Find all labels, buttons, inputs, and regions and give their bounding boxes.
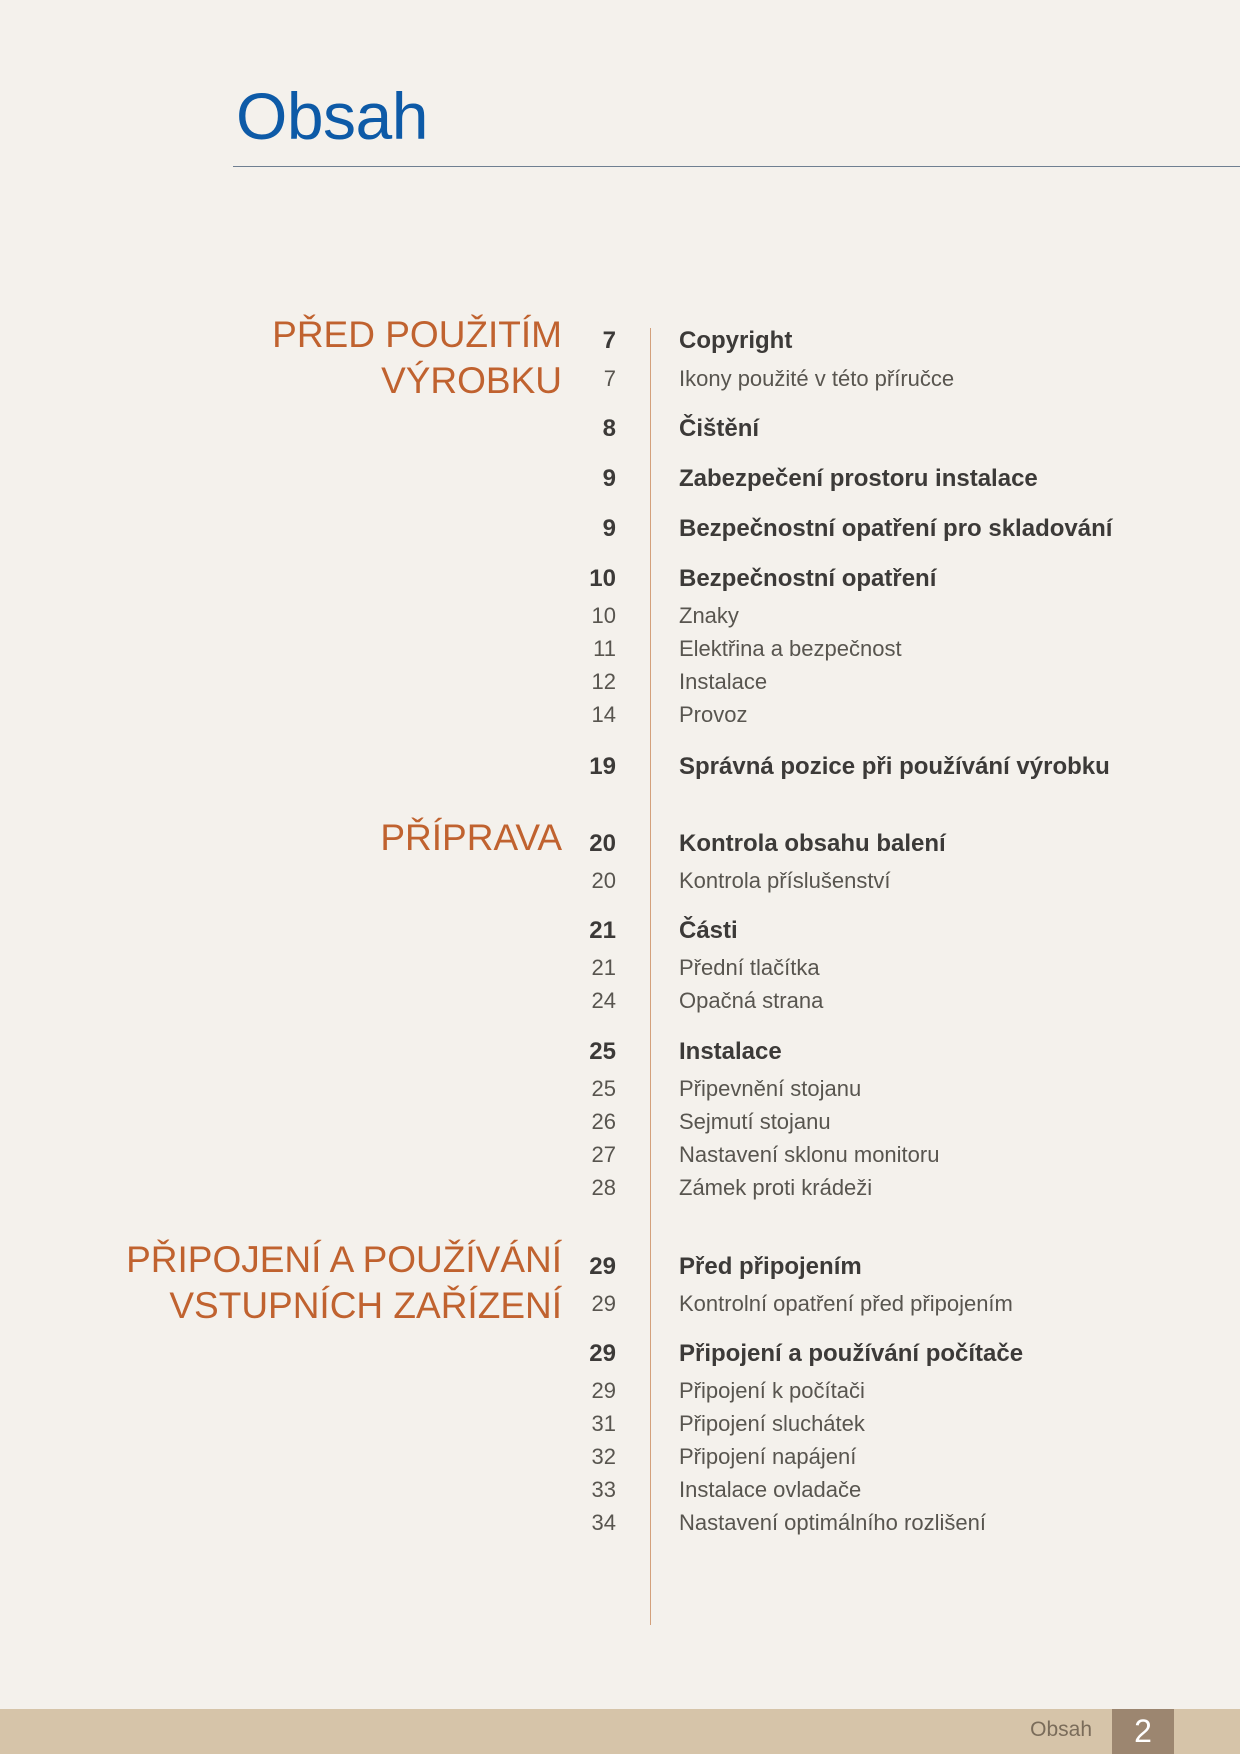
toc-entry-page: 7 — [602, 327, 616, 354]
title-divider — [233, 166, 1240, 167]
toc-entry-page: 9 — [602, 515, 616, 542]
toc-entry-page: 29 — [589, 1340, 616, 1367]
toc-entry-title: Připojení napájení — [679, 1444, 857, 1469]
toc-entry[interactable] — [0, 636, 1240, 666]
toc-entry-title: Čištění — [679, 415, 760, 442]
toc-entry[interactable] — [0, 327, 1240, 357]
toc-entry[interactable] — [0, 868, 1240, 898]
toc-entry-page: 8 — [602, 415, 616, 442]
toc-entry-page: 25 — [589, 1038, 616, 1065]
toc-entry-page: 9 — [602, 465, 616, 492]
toc-entry-title: Připojení sluchátek — [679, 1411, 865, 1436]
toc-entry-page: 20 — [591, 868, 616, 893]
toc-entry[interactable] — [0, 955, 1240, 985]
page-title: Obsah — [236, 79, 428, 153]
toc-entry[interactable] — [0, 988, 1240, 1018]
toc-entry-title: Ikony použité v této příručce — [679, 366, 955, 391]
toc-entry-page: 27 — [591, 1142, 616, 1167]
toc-entry[interactable] — [0, 1076, 1240, 1106]
toc-entry-page: 29 — [589, 1253, 616, 1280]
toc-entry[interactable] — [0, 1378, 1240, 1408]
toc-entry-page: 25 — [591, 1076, 616, 1101]
toc-entry[interactable] — [0, 565, 1240, 595]
toc-entry[interactable] — [0, 830, 1240, 860]
toc-entry-title: Správná pozice při používání výrobku — [679, 753, 1110, 780]
toc-entry-title: Instalace — [679, 669, 768, 694]
toc-entry-page: 29 — [591, 1291, 616, 1316]
toc-entry-page: 20 — [589, 830, 616, 857]
toc-entry[interactable] — [0, 366, 1240, 396]
toc-entry[interactable] — [0, 415, 1240, 445]
toc-entry-title: Sejmutí stojanu — [679, 1109, 831, 1134]
toc-entry-title: Přední tlačítka — [679, 955, 820, 980]
footer-bar — [0, 1709, 1240, 1754]
toc-entry[interactable] — [0, 1109, 1240, 1139]
toc-entry[interactable] — [0, 753, 1240, 783]
toc-entry-title: Nastavení optimálního rozlišení — [679, 1510, 986, 1535]
section-title: PŘÍPRAVA — [380, 817, 562, 858]
toc-entry-title: Části — [679, 917, 738, 944]
toc-entry-page: 32 — [591, 1444, 616, 1469]
toc-entry-title: Nastavení sklonu monitoru — [679, 1142, 940, 1167]
toc-entry-title: Bezpečnostní opatření — [679, 565, 937, 592]
toc-entry[interactable] — [0, 1291, 1240, 1321]
toc-entry-title: Kontrola příslušenství — [679, 868, 891, 893]
toc-entry-page: 14 — [591, 702, 616, 727]
toc-entry-title: Opačná strana — [679, 988, 824, 1013]
toc-entry-page: 10 — [589, 565, 616, 592]
toc-entry-title: Kontrolní opatření před připojením — [679, 1291, 1013, 1316]
toc-entry-page: 12 — [591, 669, 616, 694]
toc-entry[interactable] — [0, 515, 1240, 545]
toc-entry-title: Před připojením — [679, 1253, 862, 1280]
toc-entry-title: Instalace ovladače — [679, 1477, 862, 1502]
toc-entry[interactable] — [0, 1510, 1240, 1540]
toc-entry-title: Instalace — [679, 1038, 782, 1065]
toc-entry-page: 11 — [593, 636, 616, 661]
toc-entry-title: Znaky — [679, 603, 739, 628]
toc-entry-page: 10 — [591, 603, 616, 628]
toc-entry-page: 29 — [591, 1378, 616, 1403]
toc-entry-title: Provoz — [679, 702, 748, 727]
toc-entry[interactable] — [0, 702, 1240, 732]
toc-entry-page: 26 — [591, 1109, 616, 1134]
toc-entry[interactable] — [0, 1142, 1240, 1172]
toc-entry[interactable] — [0, 1477, 1240, 1507]
toc-entry-title: Elektřina a bezpečnost — [679, 636, 902, 661]
footer-label: Obsah — [1030, 1718, 1092, 1741]
toc-entry-title: Copyright — [679, 327, 793, 354]
toc-entry[interactable] — [0, 1411, 1240, 1441]
toc-entry-page: 28 — [591, 1175, 616, 1200]
toc-entry[interactable] — [0, 465, 1240, 495]
section-title: PŘIPOJENÍ A POUŽÍVÁNÍ VSTUPNÍCH ZAŘÍZENÍ — [126, 1239, 562, 1326]
toc-entry[interactable] — [0, 1340, 1240, 1370]
toc-entry[interactable] — [0, 1444, 1240, 1474]
toc-entry-page: 34 — [591, 1510, 616, 1535]
toc-entry-page: 21 — [591, 955, 616, 980]
toc-entry[interactable] — [0, 917, 1240, 947]
toc-entry-page: 33 — [591, 1477, 616, 1502]
toc-entry-page: 21 — [589, 917, 616, 944]
toc-entry-title: Bezpečnostní opatření pro skladování — [679, 515, 1113, 542]
toc-entry-title: Zámek proti krádeži — [679, 1175, 873, 1200]
toc-entry[interactable] — [0, 1253, 1240, 1283]
toc-entry-title: Zabezpečení prostoru instalace — [679, 465, 1038, 492]
page-number: 2 — [1112, 1709, 1174, 1754]
toc-entry[interactable] — [0, 1175, 1240, 1205]
toc-entry-page: 31 — [591, 1411, 616, 1436]
toc-entry-title: Připojení a používání počítače — [679, 1340, 1024, 1367]
toc-entry-title: Připojení k počítači — [679, 1378, 865, 1403]
toc-entry-page: 24 — [591, 988, 616, 1013]
section-title: PŘED POUŽITÍM VÝROBKU — [272, 314, 562, 401]
toc-entry-page: 7 — [603, 366, 616, 391]
toc-entry[interactable] — [0, 1038, 1240, 1068]
toc-entry[interactable] — [0, 603, 1240, 633]
toc-entry-title: Kontrola obsahu balení — [679, 830, 946, 857]
toc-entry[interactable] — [0, 669, 1240, 699]
toc-entry-title: Připevnění stojanu — [679, 1076, 862, 1101]
toc-entry-page: 19 — [589, 753, 616, 780]
